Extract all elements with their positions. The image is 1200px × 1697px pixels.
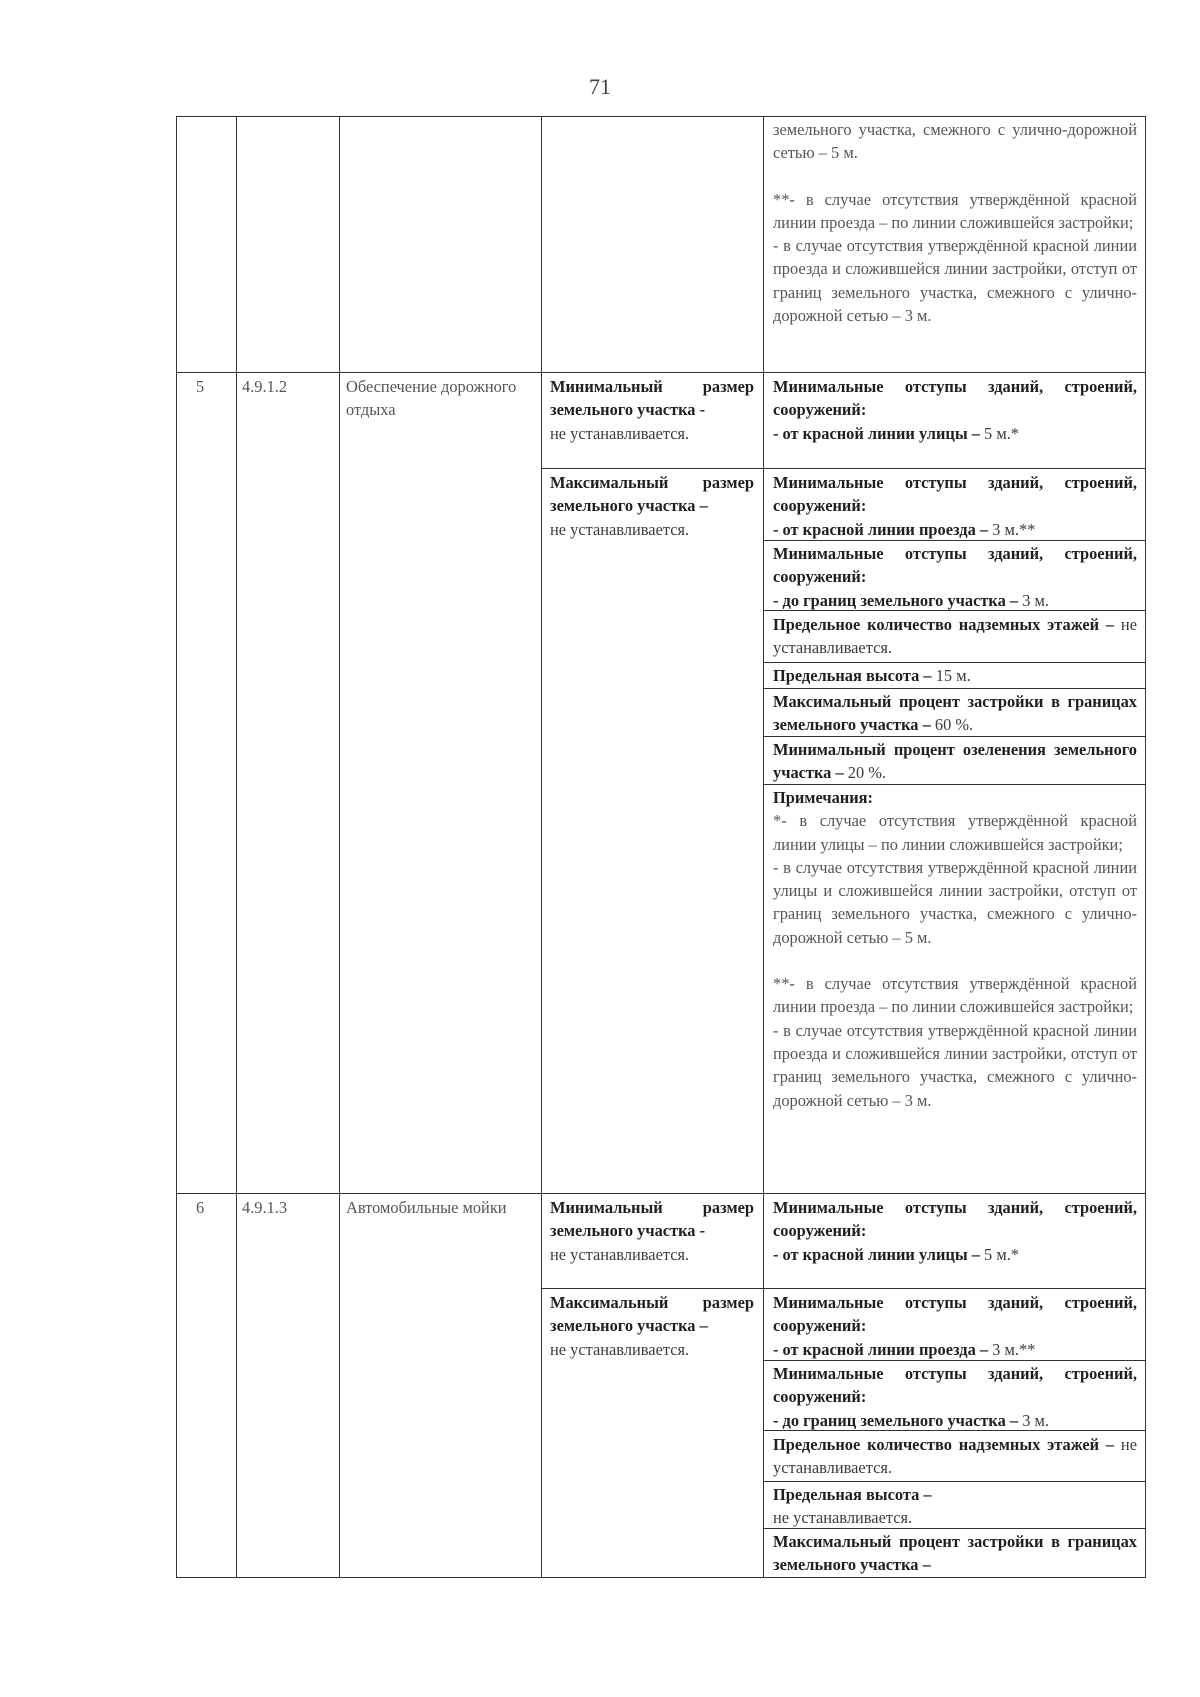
use-code: 4.9.1.2 bbox=[242, 377, 288, 396]
min-landscaping bbox=[773, 738, 1137, 785]
setback-value: 5 м.* bbox=[979, 1244, 1019, 1264]
setback-driveway bbox=[773, 1291, 1137, 1361]
floors-value: не устанавливается. bbox=[773, 1435, 1137, 1478]
row-number: 6 bbox=[196, 1198, 205, 1217]
use-name: Автомобильные мойки bbox=[346, 1198, 507, 1217]
setback-driveway bbox=[773, 471, 1137, 541]
setback-street bbox=[773, 375, 1137, 445]
note-text: земельного участка, смежного с улично-дорожной сетью – 5 м. bbox=[773, 120, 1137, 163]
max-plot-size-value: не устанавливается. bbox=[550, 1339, 690, 1359]
note-text: *- в случае отсутствия утверждённой красной линии улицы – по линии сложившейся застройки; bbox=[773, 811, 1137, 854]
setback-value: 5 м.* bbox=[979, 423, 1019, 443]
floors-value: не устанавливается. bbox=[773, 615, 1137, 658]
setback-value: 3 м.** bbox=[988, 1339, 1036, 1359]
height-label: Предельная высота – bbox=[773, 1485, 932, 1504]
setback-boundary bbox=[773, 542, 1137, 612]
note-text: - в случае отсутствия утверждённой красной линии проезда и сложившейся линии застройки, отступ от границ земельного участка, смежного с улично-дорожной сетью – 3 м. bbox=[773, 1020, 1137, 1110]
setback-line: - от красной линии проезда – bbox=[773, 1339, 989, 1359]
column-divider bbox=[541, 116, 542, 1578]
floors-limit bbox=[773, 1433, 1137, 1480]
setback-street bbox=[773, 1196, 1137, 1266]
setback-line: - от красной линии проезда – bbox=[773, 519, 989, 539]
table-border-bottom bbox=[176, 1577, 1146, 1578]
note-text: - в случае отсутствия утверждённой красной линии проезда и сложившейся линии застройки, отступ от границ земельного участка, смежного с улично-дорожной сетью – 3 м. bbox=[773, 236, 1137, 326]
max-plot-size bbox=[550, 471, 754, 541]
notes-title: Примечания: bbox=[773, 788, 873, 807]
column-divider bbox=[339, 116, 340, 1578]
height-label: Предельная высота – bbox=[773, 666, 932, 685]
use-name: Обеспечение дорожного отдыха bbox=[346, 377, 517, 420]
cell-divider bbox=[763, 688, 1146, 689]
use-code: 4.9.1.3 bbox=[242, 1198, 288, 1217]
setback-label: Минимальные отступы зданий, строений, сооружений: bbox=[773, 1198, 1137, 1241]
min-plot-size bbox=[550, 375, 754, 445]
table-border-right bbox=[1145, 116, 1146, 1578]
cell-divider bbox=[541, 468, 1146, 469]
cell-divider bbox=[541, 1288, 1146, 1289]
setback-label: Минимальные отступы зданий, строений, сооружений: bbox=[773, 473, 1137, 516]
floors-limit bbox=[773, 613, 1137, 660]
min-plot-size bbox=[550, 1196, 754, 1266]
setback-label: Минимальные отступы зданий, строений, сооружений: bbox=[773, 544, 1137, 587]
floors-label: Предельное количество надземных этажей – bbox=[773, 1435, 1115, 1454]
setback-value: 3 м. bbox=[1018, 1410, 1049, 1430]
min-plot-size-label: Минимальный размер земельного участка - bbox=[550, 1198, 754, 1241]
page-number: 71 bbox=[589, 74, 611, 99]
height-limit bbox=[773, 664, 1137, 687]
note-text: - в случае отсутствия утверждённой красной линии улицы и сложившейся линии застройки, отступ от границ земельного участка, смежного с улично-дорожной сетью – 5 м. bbox=[773, 857, 1137, 947]
max-plot-size-value: не устанавливается. bbox=[550, 519, 690, 539]
setback-line: - до границ земельного участка – bbox=[773, 590, 1019, 610]
setback-label: Минимальные отступы зданий, строений, сооружений: bbox=[773, 377, 1137, 420]
setback-value: 3 м.** bbox=[988, 519, 1036, 539]
column-divider bbox=[236, 116, 237, 1578]
coverage-label: Максимальный процент застройки в границах земельного участка – bbox=[773, 692, 1137, 735]
row-divider bbox=[176, 372, 1146, 373]
setback-boundary bbox=[773, 1362, 1137, 1432]
height-limit bbox=[773, 1483, 1137, 1530]
landscaping-value: 20 %. bbox=[843, 763, 886, 783]
max-plot-size-label: Максимальный размер земельного участка – bbox=[550, 473, 754, 516]
landscaping-label: Минимальный процент озеленения земельного участка – bbox=[773, 740, 1137, 783]
note-text: **- в случае отсутствия утверждённой красной линии проезда – по линии сложившейся застройки; bbox=[773, 974, 1137, 1017]
setback-line: - от красной линии улицы – bbox=[773, 423, 980, 443]
height-value: 15 м. bbox=[931, 666, 971, 685]
cell-divider bbox=[763, 1481, 1146, 1482]
setback-value: 3 м. bbox=[1018, 590, 1049, 610]
setback-line: - до границ земельного участка – bbox=[773, 1410, 1019, 1430]
note-text: **- в случае отсутствия утверждённой красной линии проезда – по линии сложившейся застройки; bbox=[773, 189, 1137, 232]
min-plot-size-value: не устанавливается. bbox=[550, 1244, 690, 1264]
cell-divider bbox=[763, 662, 1146, 663]
table-border-left bbox=[176, 116, 177, 1578]
setback-label: Минимальные отступы зданий, строений, сооружений: bbox=[773, 1293, 1137, 1336]
notes bbox=[773, 786, 1137, 1112]
min-plot-size-value: не устанавливается. bbox=[550, 423, 690, 443]
floors-label: Предельное количество надземных этажей – bbox=[773, 615, 1115, 634]
max-plot-size-label: Максимальный размер земельного участка – bbox=[550, 1293, 754, 1336]
row-divider bbox=[176, 1193, 1146, 1194]
max-coverage bbox=[773, 1530, 1137, 1577]
land-use-table bbox=[176, 116, 1146, 1578]
height-value: не устанавливается. bbox=[773, 1508, 913, 1528]
setback-label: Минимальные отступы зданий, строений, сооружений: bbox=[773, 1364, 1137, 1407]
continued-notes bbox=[773, 118, 1137, 327]
min-plot-size-label: Минимальный размер земельного участка - bbox=[550, 377, 754, 420]
table-border-top bbox=[176, 116, 1146, 117]
row-number: 5 bbox=[196, 377, 205, 396]
setback-line: - от красной линии улицы – bbox=[773, 1244, 980, 1264]
coverage-value: 60 %. bbox=[930, 715, 974, 735]
max-coverage bbox=[773, 690, 1137, 737]
max-plot-size bbox=[550, 1291, 754, 1361]
column-divider bbox=[763, 116, 764, 1578]
coverage-label: Максимальный процент застройки в границах земельного участка – bbox=[773, 1532, 1137, 1575]
